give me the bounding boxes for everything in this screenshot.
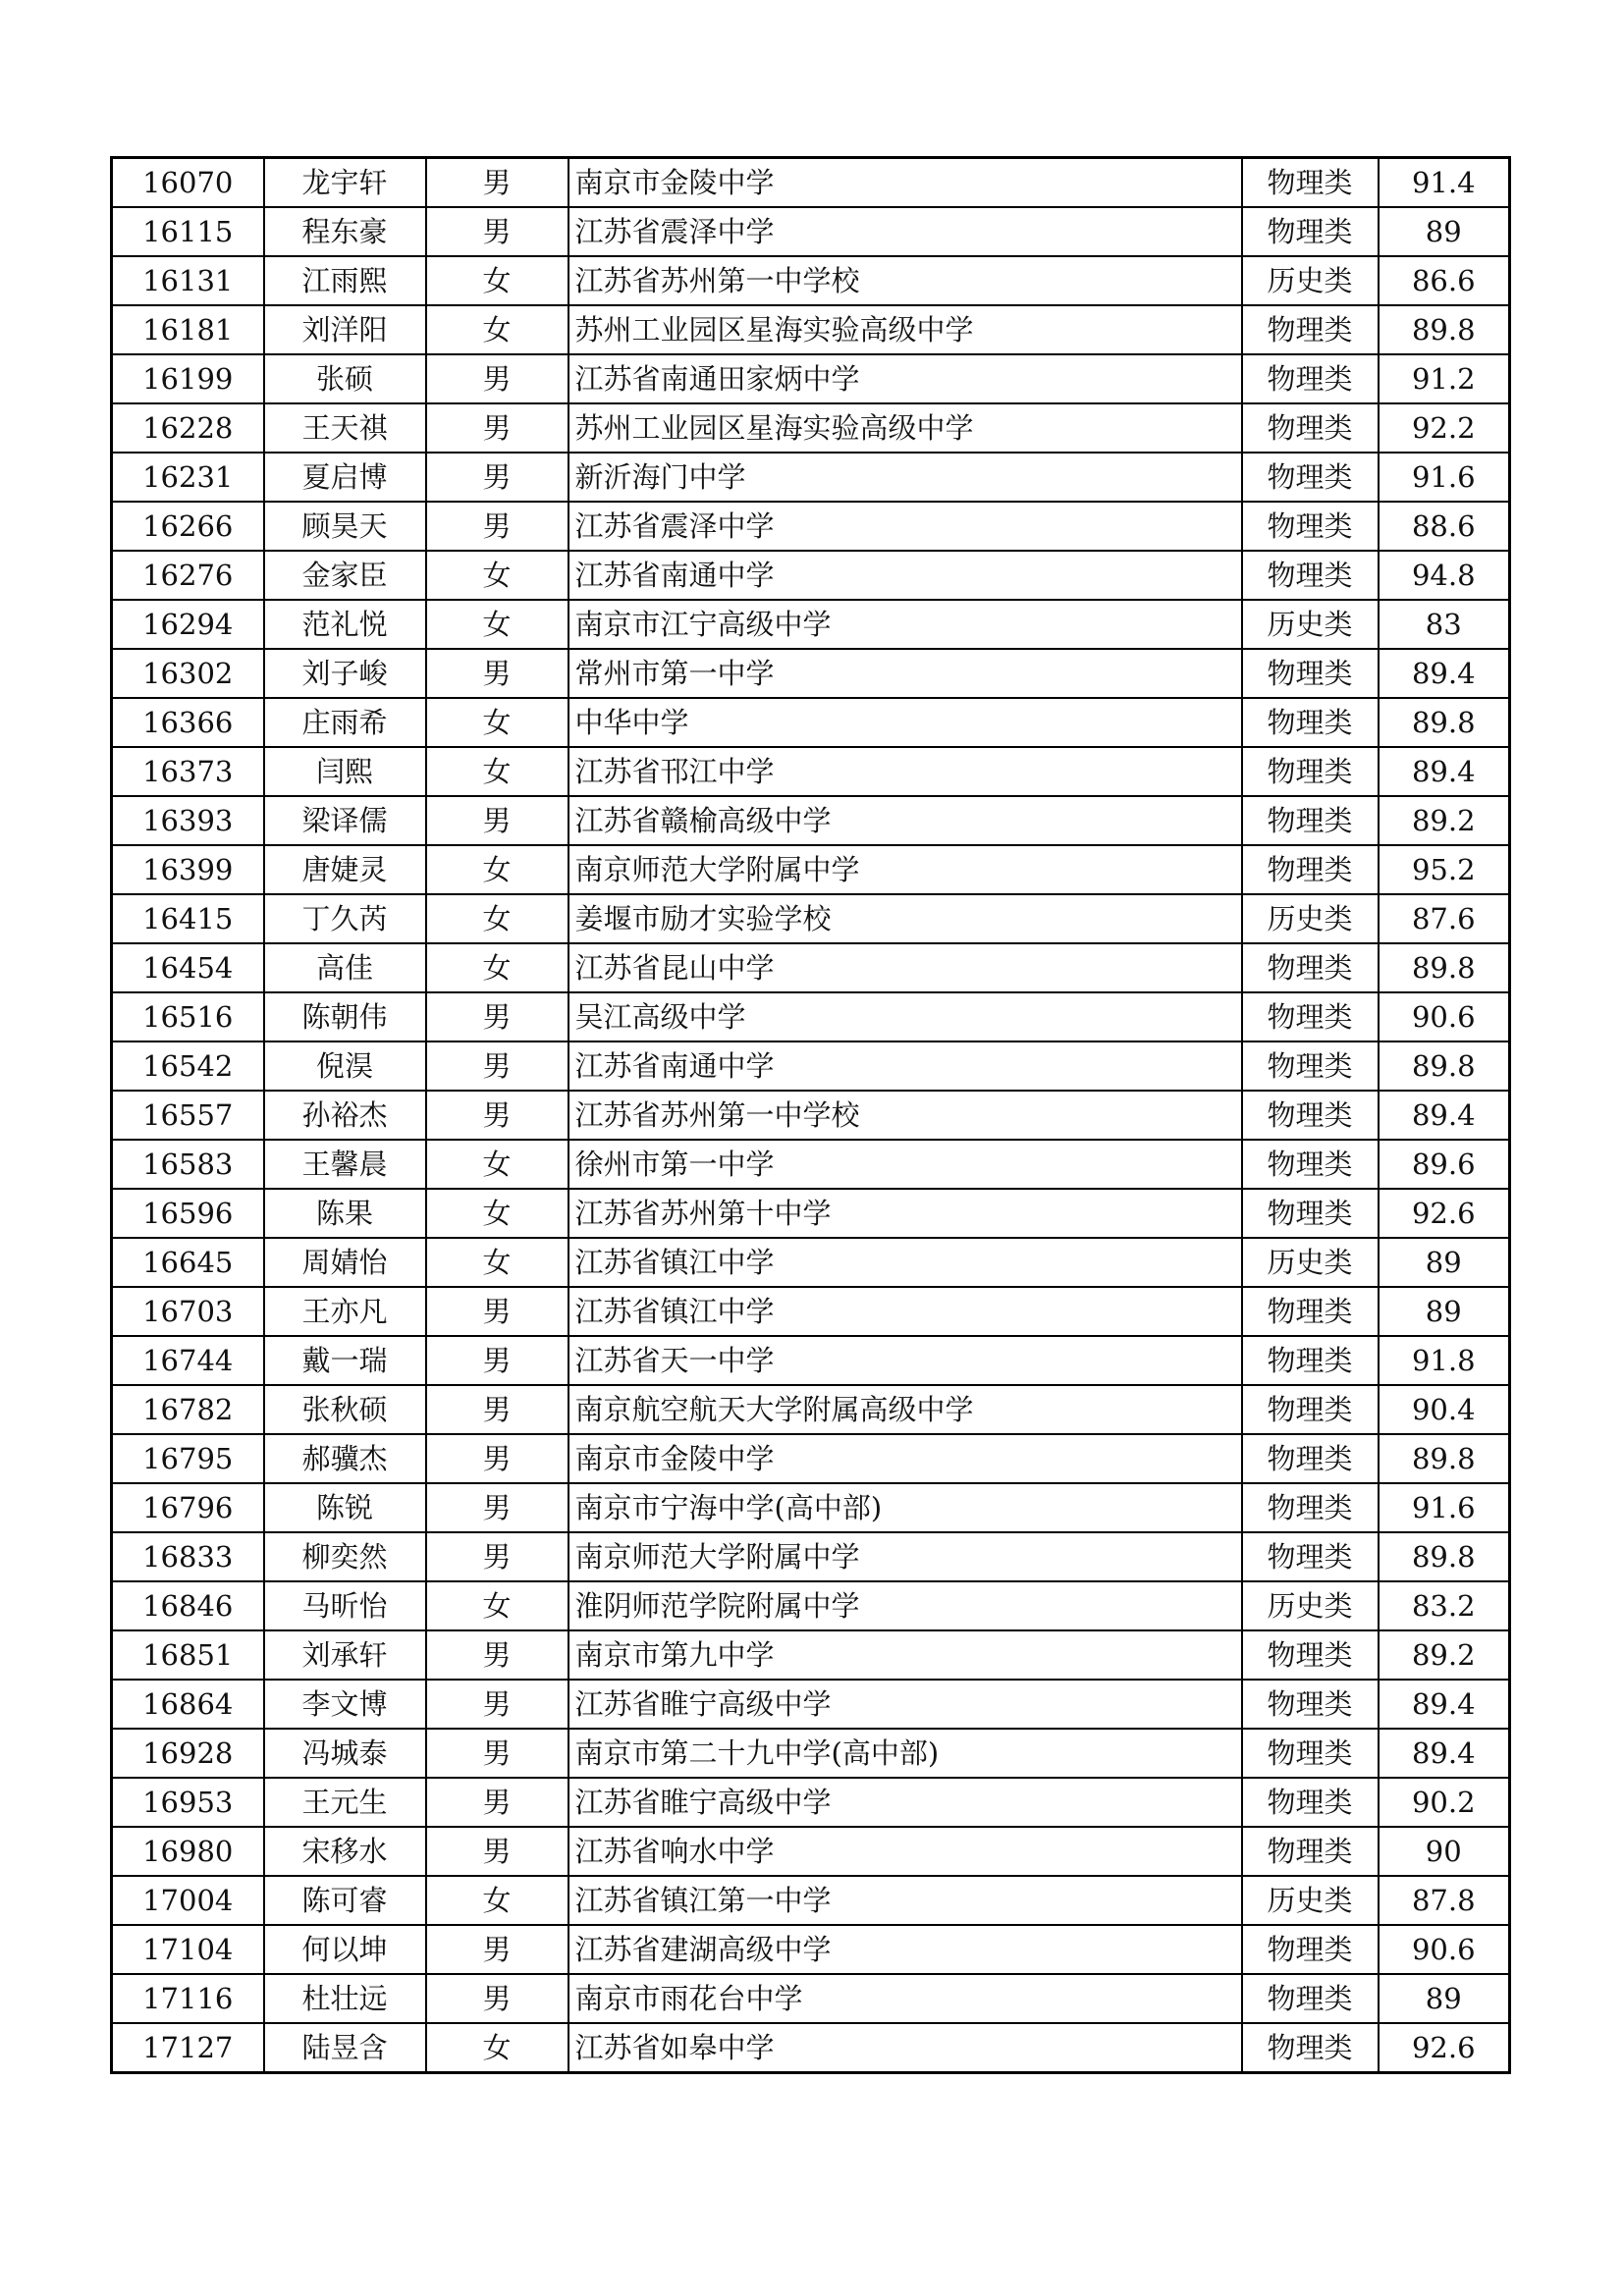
student-id-cell: 16302: [112, 649, 264, 698]
school-cell: 江苏省苏州第一中学校: [568, 256, 1242, 305]
school-cell: 南京市雨花台中学: [568, 1974, 1242, 2023]
score-cell: 94.8: [1379, 551, 1510, 600]
gender-cell: 女: [426, 845, 568, 894]
table-row: [112, 992, 1510, 1041]
table-row: [112, 1287, 1510, 1336]
student-id-cell: 16557: [112, 1091, 264, 1140]
student-id-cell: 16851: [112, 1630, 264, 1680]
student-name-cell: 丁久芮: [264, 894, 426, 943]
school-cell: 江苏省天一中学: [568, 1336, 1242, 1385]
school-cell: 常州市第一中学: [568, 649, 1242, 698]
student-id-cell: 16583: [112, 1140, 264, 1189]
school-cell: 江苏省昆山中学: [568, 943, 1242, 992]
track-cell: 物理类: [1242, 1974, 1379, 2023]
school-cell: 江苏省如皋中学: [568, 2023, 1242, 2073]
table-row: [112, 1336, 1510, 1385]
student-name-cell: 郝骥杰: [264, 1434, 426, 1483]
table-row: [112, 1630, 1510, 1680]
school-cell: 苏州工业园区星海实验高级中学: [568, 305, 1242, 354]
track-cell: 物理类: [1242, 354, 1379, 403]
score-cell: 92.6: [1379, 2023, 1510, 2073]
student-id-cell: 16373: [112, 747, 264, 796]
score-cell: 91.6: [1379, 1483, 1510, 1532]
track-cell: 物理类: [1242, 1189, 1379, 1238]
student-name-cell: 顾昊天: [264, 502, 426, 551]
table-row: [112, 1238, 1510, 1287]
school-cell: 江苏省建湖高级中学: [568, 1925, 1242, 1974]
track-cell: 历史类: [1242, 1876, 1379, 1925]
table-row: [112, 305, 1510, 354]
gender-cell: 女: [426, 1238, 568, 1287]
table-row: [112, 845, 1510, 894]
gender-cell: 男: [426, 1287, 568, 1336]
student-name-cell: 王亦凡: [264, 1287, 426, 1336]
score-cell: 89: [1379, 207, 1510, 256]
track-cell: 物理类: [1242, 1778, 1379, 1827]
gender-cell: 女: [426, 1876, 568, 1925]
track-cell: 物理类: [1242, 502, 1379, 551]
gender-cell: 男: [426, 1778, 568, 1827]
gender-cell: 女: [426, 256, 568, 305]
track-cell: 物理类: [1242, 1483, 1379, 1532]
table-row: [112, 1140, 1510, 1189]
gender-cell: 男: [426, 1827, 568, 1876]
track-cell: 物理类: [1242, 1827, 1379, 1876]
score-cell: 88.6: [1379, 502, 1510, 551]
student-id-cell: 16795: [112, 1434, 264, 1483]
track-cell: 物理类: [1242, 649, 1379, 698]
student-id-cell: 17116: [112, 1974, 264, 2023]
student-name-cell: 江雨熙: [264, 256, 426, 305]
student-name-cell: 杜壮远: [264, 1974, 426, 2023]
score-cell: 89: [1379, 1974, 1510, 2023]
table-row: [112, 698, 1510, 747]
table-row: [112, 649, 1510, 698]
student-id-cell: 16228: [112, 403, 264, 453]
school-cell: 江苏省震泽中学: [568, 502, 1242, 551]
track-cell: 物理类: [1242, 158, 1379, 208]
student-name-cell: 何以坤: [264, 1925, 426, 1974]
student-name-cell: 范礼悦: [264, 600, 426, 649]
student-id-cell: 16115: [112, 207, 264, 256]
table-row: [112, 453, 1510, 502]
track-cell: 物理类: [1242, 207, 1379, 256]
student-name-cell: 马昕怡: [264, 1581, 426, 1630]
student-name-cell: 程东豪: [264, 207, 426, 256]
track-cell: 物理类: [1242, 305, 1379, 354]
student-id-cell: 16645: [112, 1238, 264, 1287]
student-name-cell: 陈可睿: [264, 1876, 426, 1925]
track-cell: 历史类: [1242, 1581, 1379, 1630]
track-cell: 物理类: [1242, 551, 1379, 600]
school-cell: 南京师范大学附属中学: [568, 845, 1242, 894]
score-cell: 89: [1379, 1238, 1510, 1287]
gender-cell: 女: [426, 1581, 568, 1630]
track-cell: 物理类: [1242, 796, 1379, 845]
score-cell: 89.4: [1379, 1729, 1510, 1778]
school-cell: 姜堰市励才实验学校: [568, 894, 1242, 943]
score-cell: 92.6: [1379, 1189, 1510, 1238]
student-id-cell: 16744: [112, 1336, 264, 1385]
table-row: [112, 502, 1510, 551]
student-id-cell: 16516: [112, 992, 264, 1041]
table-row: [112, 1189, 1510, 1238]
table-row: [112, 1827, 1510, 1876]
student-score-table: [110, 156, 1511, 2074]
track-cell: 历史类: [1242, 256, 1379, 305]
student-id-cell: 17104: [112, 1925, 264, 1974]
gender-cell: 女: [426, 1189, 568, 1238]
student-id-cell: 16703: [112, 1287, 264, 1336]
school-cell: 江苏省睢宁高级中学: [568, 1680, 1242, 1729]
student-name-cell: 金家臣: [264, 551, 426, 600]
student-name-cell: 陈果: [264, 1189, 426, 1238]
school-cell: 江苏省苏州第一中学校: [568, 1091, 1242, 1140]
student-id-cell: 16454: [112, 943, 264, 992]
score-cell: 89.8: [1379, 943, 1510, 992]
table-row: [112, 943, 1510, 992]
table-row: [112, 600, 1510, 649]
student-name-cell: 王元生: [264, 1778, 426, 1827]
track-cell: 物理类: [1242, 1287, 1379, 1336]
score-cell: 92.2: [1379, 403, 1510, 453]
score-cell: 87.8: [1379, 1876, 1510, 1925]
student-name-cell: 唐婕灵: [264, 845, 426, 894]
student-id-cell: 16833: [112, 1532, 264, 1581]
school-cell: 南京市第二十九中学(高中部): [568, 1729, 1242, 1778]
student-id-cell: 16294: [112, 600, 264, 649]
table-row: [112, 1385, 1510, 1434]
gender-cell: 女: [426, 305, 568, 354]
table-row: [112, 1925, 1510, 1974]
track-cell: 物理类: [1242, 1385, 1379, 1434]
score-cell: 89.4: [1379, 747, 1510, 796]
score-cell: 91.2: [1379, 354, 1510, 403]
gender-cell: 男: [426, 1925, 568, 1974]
gender-cell: 男: [426, 502, 568, 551]
student-name-cell: 刘承轩: [264, 1630, 426, 1680]
student-name-cell: 龙宇轩: [264, 158, 426, 208]
score-cell: 91.4: [1379, 158, 1510, 208]
gender-cell: 男: [426, 1532, 568, 1581]
student-id-cell: 16796: [112, 1483, 264, 1532]
student-name-cell: 李文博: [264, 1680, 426, 1729]
track-cell: 物理类: [1242, 1091, 1379, 1140]
school-cell: 南京市宁海中学(高中部): [568, 1483, 1242, 1532]
table-row: [112, 1729, 1510, 1778]
school-cell: 江苏省震泽中学: [568, 207, 1242, 256]
score-cell: 87.6: [1379, 894, 1510, 943]
school-cell: 江苏省邗江中学: [568, 747, 1242, 796]
student-id-cell: 16596: [112, 1189, 264, 1238]
track-cell: 物理类: [1242, 453, 1379, 502]
score-cell: 89.4: [1379, 1680, 1510, 1729]
gender-cell: 男: [426, 207, 568, 256]
table-row: [112, 207, 1510, 256]
score-cell: 89.8: [1379, 305, 1510, 354]
score-cell: 89.4: [1379, 1091, 1510, 1140]
gender-cell: 男: [426, 403, 568, 453]
school-cell: 江苏省南通中学: [568, 551, 1242, 600]
school-cell: 江苏省苏州第十中学: [568, 1189, 1242, 1238]
score-cell: 89.8: [1379, 1532, 1510, 1581]
school-cell: 南京市金陵中学: [568, 158, 1242, 208]
school-cell: 南京市金陵中学: [568, 1434, 1242, 1483]
score-cell: 90.6: [1379, 1925, 1510, 1974]
track-cell: 物理类: [1242, 1041, 1379, 1091]
school-cell: 江苏省南通田家炳中学: [568, 354, 1242, 403]
table-row: [112, 1041, 1510, 1091]
table-row: [112, 1974, 1510, 2023]
gender-cell: 男: [426, 1336, 568, 1385]
score-cell: 89: [1379, 1287, 1510, 1336]
table-row: [112, 1581, 1510, 1630]
student-id-cell: 16366: [112, 698, 264, 747]
table-row: [112, 1680, 1510, 1729]
school-cell: 江苏省赣榆高级中学: [568, 796, 1242, 845]
student-id-cell: 16199: [112, 354, 264, 403]
gender-cell: 男: [426, 354, 568, 403]
school-cell: 江苏省睢宁高级中学: [568, 1778, 1242, 1827]
school-cell: 南京师范大学附属中学: [568, 1532, 1242, 1581]
gender-cell: 女: [426, 943, 568, 992]
gender-cell: 男: [426, 1974, 568, 2023]
gender-cell: 男: [426, 1729, 568, 1778]
score-cell: 89.2: [1379, 796, 1510, 845]
score-cell: 90.6: [1379, 992, 1510, 1041]
track-cell: 物理类: [1242, 1630, 1379, 1680]
score-cell: 90: [1379, 1827, 1510, 1876]
student-name-cell: 冯城泰: [264, 1729, 426, 1778]
school-cell: 中华中学: [568, 698, 1242, 747]
school-cell: 淮阴师范学院附属中学: [568, 1581, 1242, 1630]
student-name-cell: 孙裕杰: [264, 1091, 426, 1140]
gender-cell: 男: [426, 1385, 568, 1434]
student-name-cell: 倪淏: [264, 1041, 426, 1091]
track-cell: 物理类: [1242, 1925, 1379, 1974]
gender-cell: 女: [426, 2023, 568, 2073]
track-cell: 物理类: [1242, 1729, 1379, 1778]
table-row: [112, 354, 1510, 403]
school-cell: 徐州市第一中学: [568, 1140, 1242, 1189]
student-name-cell: 王天祺: [264, 403, 426, 453]
track-cell: 物理类: [1242, 403, 1379, 453]
score-cell: 89.8: [1379, 1041, 1510, 1091]
table-row: [112, 1091, 1510, 1140]
table-row: [112, 1778, 1510, 1827]
table-row: [112, 894, 1510, 943]
gender-cell: 女: [426, 894, 568, 943]
score-cell: 89.2: [1379, 1630, 1510, 1680]
gender-cell: 女: [426, 1140, 568, 1189]
track-cell: 物理类: [1242, 698, 1379, 747]
student-id-cell: 16276: [112, 551, 264, 600]
table-row: [112, 2023, 1510, 2073]
school-cell: 南京航空航天大学附属高级中学: [568, 1385, 1242, 1434]
table-row: [112, 403, 1510, 453]
score-cell: 83.2: [1379, 1581, 1510, 1630]
student-id-cell: 16415: [112, 894, 264, 943]
student-name-cell: 刘子峻: [264, 649, 426, 698]
student-id-cell: 16399: [112, 845, 264, 894]
score-cell: 95.2: [1379, 845, 1510, 894]
gender-cell: 男: [426, 1483, 568, 1532]
student-name-cell: 陈朝伟: [264, 992, 426, 1041]
gender-cell: 男: [426, 1630, 568, 1680]
table-row: [112, 1483, 1510, 1532]
student-name-cell: 王馨晨: [264, 1140, 426, 1189]
student-id-cell: 16542: [112, 1041, 264, 1091]
school-cell: 南京市第九中学: [568, 1630, 1242, 1680]
school-cell: 新沂海门中学: [568, 453, 1242, 502]
school-cell: 苏州工业园区星海实验高级中学: [568, 403, 1242, 453]
student-name-cell: 闫熙: [264, 747, 426, 796]
track-cell: 历史类: [1242, 1238, 1379, 1287]
student-id-cell: 17127: [112, 2023, 264, 2073]
gender-cell: 男: [426, 158, 568, 208]
table-row: [112, 1876, 1510, 1925]
track-cell: 物理类: [1242, 1680, 1379, 1729]
school-cell: 江苏省镇江中学: [568, 1287, 1242, 1336]
student-name-cell: 陈锐: [264, 1483, 426, 1532]
track-cell: 历史类: [1242, 894, 1379, 943]
track-cell: 物理类: [1242, 1434, 1379, 1483]
student-name-cell: 宋移水: [264, 1827, 426, 1876]
school-cell: 南京市江宁高级中学: [568, 600, 1242, 649]
student-name-cell: 陆昱含: [264, 2023, 426, 2073]
table-row: [112, 1532, 1510, 1581]
track-cell: 物理类: [1242, 992, 1379, 1041]
student-name-cell: 夏启博: [264, 453, 426, 502]
school-cell: 江苏省南通中学: [568, 1041, 1242, 1091]
score-cell: 89.8: [1379, 698, 1510, 747]
track-cell: 物理类: [1242, 1532, 1379, 1581]
track-cell: 物理类: [1242, 845, 1379, 894]
gender-cell: 女: [426, 551, 568, 600]
table-body: [112, 158, 1510, 2073]
gender-cell: 男: [426, 992, 568, 1041]
score-cell: 91.8: [1379, 1336, 1510, 1385]
score-cell: 91.6: [1379, 453, 1510, 502]
track-cell: 物理类: [1242, 2023, 1379, 2073]
table-row: [112, 551, 1510, 600]
gender-cell: 男: [426, 649, 568, 698]
track-cell: 历史类: [1242, 600, 1379, 649]
student-name-cell: 张硕: [264, 354, 426, 403]
score-cell: 89.8: [1379, 1434, 1510, 1483]
table-row: [112, 256, 1510, 305]
score-cell: 89.6: [1379, 1140, 1510, 1189]
student-id-cell: 16782: [112, 1385, 264, 1434]
gender-cell: 男: [426, 453, 568, 502]
gender-cell: 女: [426, 747, 568, 796]
student-id-cell: 16393: [112, 796, 264, 845]
school-cell: 江苏省镇江中学: [568, 1238, 1242, 1287]
student-name-cell: 柳奕然: [264, 1532, 426, 1581]
school-cell: 江苏省响水中学: [568, 1827, 1242, 1876]
gender-cell: 男: [426, 1680, 568, 1729]
student-name-cell: 梁译儒: [264, 796, 426, 845]
student-id-cell: 16928: [112, 1729, 264, 1778]
score-cell: 83: [1379, 600, 1510, 649]
gender-cell: 男: [426, 796, 568, 845]
gender-cell: 女: [426, 698, 568, 747]
track-cell: 物理类: [1242, 747, 1379, 796]
school-cell: 江苏省镇江第一中学: [568, 1876, 1242, 1925]
student-id-cell: 16231: [112, 453, 264, 502]
gender-cell: 男: [426, 1091, 568, 1140]
gender-cell: 男: [426, 1041, 568, 1091]
school-cell: 吴江高级中学: [568, 992, 1242, 1041]
student-id-cell: 16953: [112, 1778, 264, 1827]
score-cell: 89.4: [1379, 649, 1510, 698]
table-row: [112, 747, 1510, 796]
score-cell: 90.2: [1379, 1778, 1510, 1827]
score-cell: 86.6: [1379, 256, 1510, 305]
track-cell: 物理类: [1242, 1336, 1379, 1385]
student-name-cell: 刘洋阳: [264, 305, 426, 354]
track-cell: 物理类: [1242, 943, 1379, 992]
student-id-cell: 16131: [112, 256, 264, 305]
student-name-cell: 庄雨希: [264, 698, 426, 747]
student-id-cell: 16070: [112, 158, 264, 208]
student-id-cell: 16980: [112, 1827, 264, 1876]
table-row: [112, 796, 1510, 845]
student-id-cell: 16846: [112, 1581, 264, 1630]
track-cell: 物理类: [1242, 1140, 1379, 1189]
score-cell: 90.4: [1379, 1385, 1510, 1434]
student-id-cell: 16864: [112, 1680, 264, 1729]
student-name-cell: 戴一瑞: [264, 1336, 426, 1385]
student-id-cell: 16266: [112, 502, 264, 551]
student-name-cell: 张秋硕: [264, 1385, 426, 1434]
gender-cell: 男: [426, 1434, 568, 1483]
student-id-cell: 16181: [112, 305, 264, 354]
table-row: [112, 1434, 1510, 1483]
table-row: [112, 158, 1510, 208]
student-id-cell: 17004: [112, 1876, 264, 1925]
student-name-cell: 高佳: [264, 943, 426, 992]
student-name-cell: 周婧怡: [264, 1238, 426, 1287]
gender-cell: 女: [426, 600, 568, 649]
